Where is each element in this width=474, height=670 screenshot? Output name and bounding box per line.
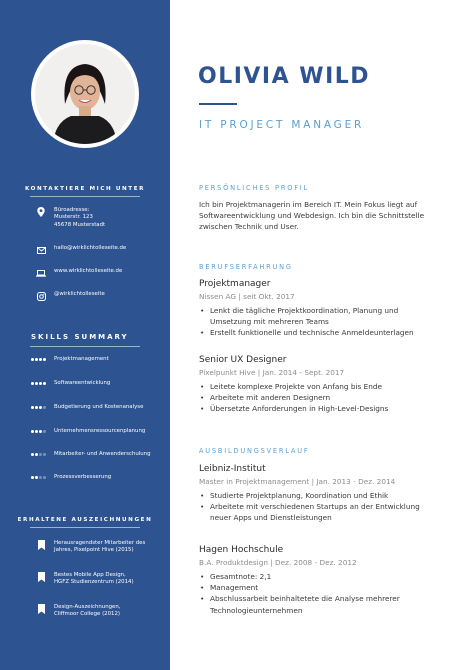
skill-dot — [31, 476, 34, 479]
award-item — [36, 572, 154, 587]
skill-dot — [35, 476, 38, 479]
skill-item — [31, 404, 143, 410]
profile-line: zwischen Technik und User. — [199, 222, 299, 232]
profile-text — [199, 199, 449, 233]
bullet-line: • Leitete komplexe Projekte von Anfang bis Ende — [210, 382, 383, 391]
skill-label: Projektmanagement — [54, 356, 109, 362]
skill-item — [31, 356, 109, 362]
award-line: Jahres, Pixelpoint Hive (2015) — [54, 547, 134, 554]
skill-dot — [39, 430, 42, 433]
job-title-1: Projektmanager — [199, 279, 271, 289]
award-ribbon-icon — [36, 572, 46, 582]
skill-item — [31, 474, 111, 480]
skills-heading: SKILLS SUMMARY — [31, 333, 129, 341]
bullet-item — [200, 582, 450, 593]
school-meta-1: Master in Projektmanagement | Jan. 2013 - Dez. 2014 — [199, 477, 396, 486]
profile-line: Softwareentwicklung und Webdesign. Ich bin die Schnittstelle — [199, 211, 425, 221]
divider — [30, 196, 140, 197]
award-ribbon-icon — [36, 540, 46, 550]
bullet-line: • Arbeitete mit verschiedenen Startups an der Entwicklung — [210, 502, 420, 512]
school-bullets-1 — [200, 490, 450, 524]
bullet-item — [200, 490, 450, 501]
skill-item — [31, 428, 145, 434]
candidate-name: OLIVIA WILD — [198, 64, 371, 89]
award-item — [36, 604, 154, 619]
education-heading: AUSBILDUNGSVERLAUF — [199, 447, 310, 455]
job-title: IT PROJECT MANAGER — [199, 119, 365, 131]
skill-dot — [31, 382, 34, 385]
address-line: Büroadresse: — [54, 207, 90, 213]
award-line: Cliffmoor College (2012) — [54, 611, 121, 618]
bullet-item — [200, 392, 450, 403]
skill-dot — [35, 453, 38, 456]
skill-dot — [31, 430, 34, 433]
bullet-line: • Arbeitete mit anderen Designern — [210, 393, 331, 403]
bullet-line: Umsetzung mit mehreren Teams — [210, 317, 329, 327]
skill-dot — [43, 476, 46, 479]
contact-heading: KONTAKTIERE MICH UNTER — [24, 186, 146, 192]
social-handle[interactable]: @wirklichtolleseite — [54, 291, 105, 297]
awards-heading: ERHALTENE AUSZEICHNUNGEN — [17, 517, 153, 523]
skill-dot — [43, 453, 46, 456]
award-line: HGFZ Studienzentrum (2014) — [54, 579, 134, 586]
skill-level-dots — [31, 358, 46, 361]
profile-heading: PERSÖNLICHES PROFIL — [199, 184, 310, 192]
skill-dot — [43, 358, 46, 361]
address-line: 45678 Musterstadt — [54, 221, 106, 228]
bullet-line: • Management — [210, 583, 259, 593]
school-title-1: Leibniz-Institut — [199, 464, 266, 474]
skill-level-dots — [31, 406, 46, 409]
skill-level-dots — [31, 476, 46, 479]
skill-level-dots — [31, 382, 46, 385]
school-meta-2: B.A. Produktdesign | Dez. 2008 - Dez. 2012 — [199, 558, 357, 567]
profile-line: Ich bin Projektmanagerin im Bereich IT. Mein Fokus liegt auf — [199, 200, 418, 209]
bullet-line: • Übersetzte Anforderungen in High-Level-Designs — [210, 404, 389, 414]
skill-dot — [35, 382, 38, 385]
bullet-item — [200, 381, 450, 392]
contact-address — [36, 207, 105, 229]
name-underline — [199, 103, 237, 105]
skill-label: Softwareentwicklung — [54, 380, 111, 386]
skill-dot — [35, 430, 38, 433]
bullet-line: • Gesamtnote: 2,1 — [210, 572, 272, 581]
bullet-line: • Lenkt die tägliche Projektkoordination, Planung und — [210, 306, 399, 315]
award-line: Bestes Mobile App Design, — [54, 572, 126, 578]
skill-level-dots — [31, 453, 46, 456]
skill-dot — [43, 406, 46, 409]
skill-label: Budgetierung und Kostenanalyse — [54, 404, 144, 410]
skill-dot — [39, 358, 42, 361]
skill-dot — [31, 406, 34, 409]
skill-dot — [31, 453, 34, 456]
bullet-item — [200, 571, 450, 582]
bullet-line: • Studierte Projektplanung, Koordination und Ethik — [210, 491, 389, 500]
skill-label: Prozessverbesserung — [54, 474, 112, 480]
skill-dot — [39, 476, 42, 479]
bullet-item — [200, 305, 450, 327]
skill-dot — [39, 382, 42, 385]
skill-dot — [39, 453, 42, 456]
bullet-line: • Erstellt funktionelle und technische Anmeldeunterlagen — [210, 328, 414, 338]
divider — [30, 346, 140, 347]
website-link[interactable]: www.wirklichtolleseite.de — [54, 268, 123, 274]
skill-dot — [39, 406, 42, 409]
location-pin-icon — [36, 207, 46, 217]
job-meta-2: Pixelpunkt Hive | Jan. 2014 - Sept. 2017 — [199, 368, 345, 377]
profile-photo-frame — [31, 40, 139, 148]
bullet-item — [200, 327, 450, 338]
bullet-line: • Abschlussarbeit beinhaltetete die Analyse mehrerer — [210, 594, 400, 604]
email-link[interactable]: hallo@wirklichtolleseite.de — [54, 245, 127, 251]
skill-dot — [35, 358, 38, 361]
contact-email[interactable] — [36, 245, 126, 255]
award-item — [36, 540, 154, 555]
award-ribbon-icon — [36, 604, 46, 614]
skill-item — [31, 380, 110, 386]
contact-website[interactable] — [36, 268, 122, 278]
instagram-icon — [36, 291, 46, 301]
bullet-item — [200, 593, 450, 615]
divider — [30, 527, 140, 528]
skill-dot — [31, 358, 34, 361]
experience-heading: BERUFSERFAHRUNG — [199, 263, 293, 271]
school-bullets-2 — [200, 571, 450, 616]
sidebar — [0, 0, 170, 670]
award-line: Herausragendster Mitarbeiter des — [54, 540, 146, 546]
award-line: Design-Auszeichnungen, — [54, 604, 121, 610]
skill-dot — [43, 430, 46, 433]
job-title-2: Senior UX Designer — [199, 355, 287, 365]
profile-photo — [35, 44, 135, 144]
job-bullets-2 — [200, 381, 450, 415]
bullet-line: Technologieunternehmen — [210, 605, 303, 615]
address-line: Musterstr. 123 — [54, 214, 93, 221]
skill-dot — [35, 406, 38, 409]
school-title-2: Hagen Hochschule — [199, 545, 284, 555]
bullet-item — [200, 403, 450, 414]
job-bullets-1 — [200, 305, 450, 339]
contact-social[interactable] — [36, 291, 105, 301]
skill-item — [31, 451, 151, 457]
email-icon — [36, 245, 46, 255]
skill-label: Mitarbeiter- und Anwenderschulung — [54, 451, 151, 457]
job-meta-1: Nissen AG | seit Okt. 2017 — [199, 292, 295, 301]
laptop-icon — [36, 268, 46, 278]
bullet-item — [200, 501, 450, 523]
skill-label: Unternehmensressourcenplanung — [54, 428, 146, 434]
skill-dot — [43, 382, 46, 385]
skill-level-dots — [31, 430, 46, 433]
bullet-line: neuer Apps und Dienstleistungen — [210, 513, 332, 523]
